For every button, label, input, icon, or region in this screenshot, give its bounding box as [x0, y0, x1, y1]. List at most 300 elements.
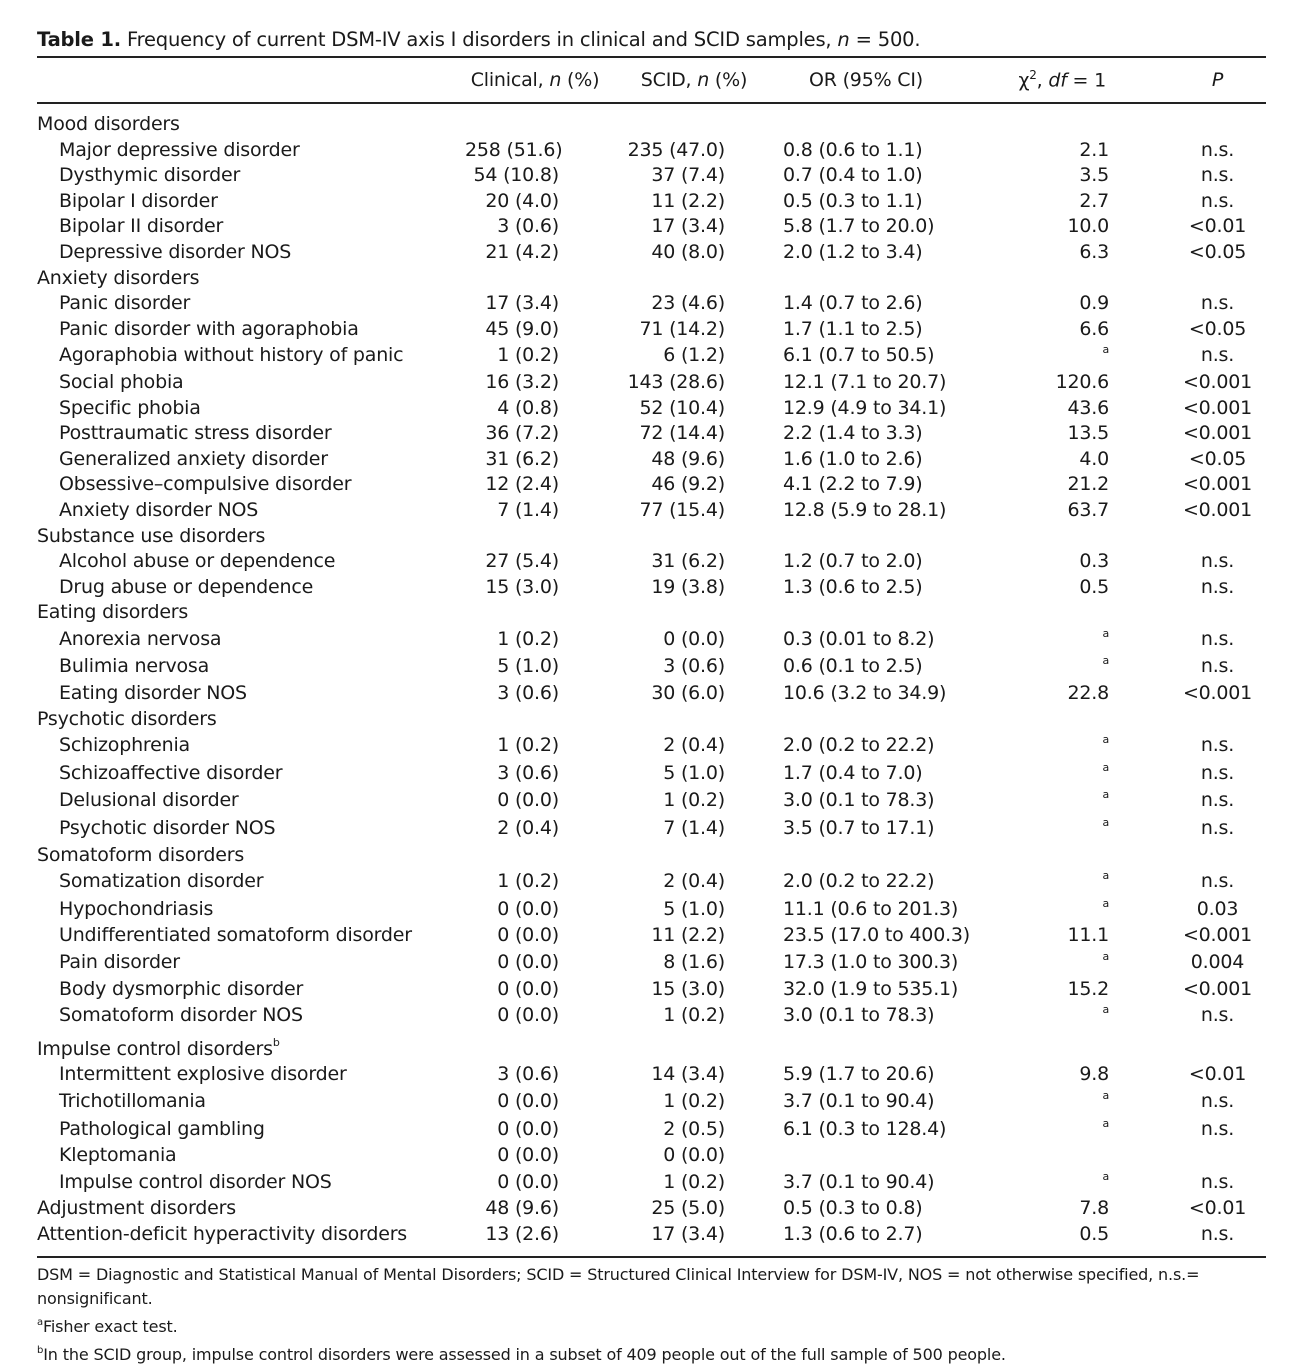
chi-square-value [1009, 1002, 1169, 1030]
clinical-value: 0 (0.0) [497, 951, 559, 973]
scid-value: 72 (14.4) [639, 422, 725, 445]
odds-ratio-value: 11.1 (0.6 to 201.3) [783, 897, 959, 920]
scid-value: 2 (0.5) [663, 1117, 725, 1140]
clinical-value: 3 (0.6) [497, 761, 559, 784]
scid-value: 52 (10.4) [639, 396, 725, 419]
table-row [37, 1116, 1266, 1144]
clinical-value: 12 (2.4) [485, 473, 559, 496]
table-body [37, 103, 1266, 1248]
chi-square-value: 15.2 [1067, 977, 1109, 1000]
p-value: 0.03 [1196, 897, 1239, 920]
clinical-value: 54 (10.8) [473, 164, 559, 187]
chi-square-value: 7.8 [1079, 1197, 1109, 1220]
disorder-label: Adjustment disorders [37, 1197, 236, 1220]
disorder-label: Impulse control disorder NOS [59, 1170, 332, 1193]
empty-cell [1009, 707, 1169, 733]
empty-cell [1009, 266, 1169, 292]
clinical-value: 0 (0.0) [497, 897, 559, 920]
empty-cell [465, 103, 605, 138]
table-label: Table 1. [37, 28, 121, 51]
category-row [37, 600, 1266, 626]
scid-value: 11 (2.2) [651, 924, 725, 947]
fisher-footnote-mark: a [1102, 760, 1109, 774]
category-label [37, 266, 465, 292]
p-value: n.s. [1200, 1222, 1235, 1245]
p-value: <0.01 [1188, 1063, 1247, 1086]
chi-square-value [1009, 653, 1169, 681]
scid-value: 48 (9.6) [651, 447, 725, 470]
scid-value: 77 (15.4) [639, 498, 725, 521]
odds-ratio-value: 1.2 (0.7 to 2.0) [783, 550, 923, 573]
disorder-label: Specific phobia [59, 396, 201, 419]
disorder-label: Schizophrenia [59, 734, 190, 757]
clinical-value: 1 (0.2) [497, 870, 559, 893]
category-label [37, 600, 465, 626]
odds-ratio-value: 1.3 (0.6 to 2.5) [783, 575, 923, 598]
table-row [37, 1196, 1266, 1222]
chi-square-value [1009, 1116, 1169, 1144]
disorder-label: Psychotic disorder NOS [59, 817, 276, 840]
empty-cell [605, 1030, 783, 1063]
category-label-text: Anxiety disorders [37, 266, 200, 289]
scid-value: 2 (0.4) [663, 870, 725, 893]
chi-square-value [1009, 626, 1169, 654]
p-value: n.s. [1200, 164, 1235, 187]
odds-ratio-value: 10.6 (3.2 to 34.9) [783, 682, 947, 705]
p-value: n.s. [1200, 1170, 1235, 1193]
empty-cell [783, 103, 1009, 138]
chi-square-value: 22.8 [1067, 682, 1109, 705]
clinical-value: 3 (0.6) [497, 682, 559, 705]
odds-ratio-value: 23.5 (17.0 to 400.3) [783, 924, 971, 947]
disorder-label: Pathological gambling [59, 1117, 265, 1140]
category-row [37, 843, 1266, 869]
odds-ratio-value: 32.0 (1.9 to 535.1) [783, 977, 959, 1000]
header-chi-comma: , [1036, 69, 1043, 92]
footnote-a-text: Fisher exact test. [42, 1316, 178, 1336]
footnote-a [37, 1311, 1266, 1339]
header-scid-suffix: (%) [714, 69, 748, 91]
category-label-text: Mood disorders [37, 113, 180, 135]
odds-ratio-value: 3.5 (0.7 to 17.1) [783, 817, 935, 840]
fisher-footnote-mark: a [1102, 343, 1109, 357]
footnote-a-mark: a [37, 1316, 43, 1328]
fisher-footnote-mark: a [1102, 869, 1109, 883]
odds-ratio-value: 17.3 (1.0 to 300.3) [783, 951, 959, 973]
category-label [37, 843, 465, 869]
clinical-value: 0 (0.0) [497, 1117, 559, 1140]
chi-square-value: 0.9 [1079, 292, 1109, 315]
clinical-value: 0 (0.0) [497, 789, 559, 812]
empty-cell [1169, 103, 1266, 138]
caption-n-value: = 500. [855, 28, 921, 51]
chi-square-value [1009, 787, 1169, 815]
odds-ratio-value: 0.8 (0.6 to 1.1) [783, 138, 923, 161]
table-row [37, 1088, 1266, 1116]
header-scid [605, 57, 783, 103]
fisher-footnote-mark: a [1102, 733, 1109, 747]
odds-ratio-value: 12.9 (4.9 to 34.1) [783, 396, 947, 419]
disorders-table [37, 56, 1266, 1248]
header-row [37, 57, 1266, 103]
chi-square-value: 3.5 [1079, 164, 1109, 187]
footnote-b-mark: b [37, 1344, 44, 1356]
category-row [37, 266, 1266, 292]
table-row [37, 681, 1266, 707]
odds-ratio-value: 0.6 (0.1 to 2.5) [783, 655, 923, 678]
odds-ratio-value: 6.1 (0.7 to 50.5) [783, 344, 935, 367]
empty-cell [605, 103, 783, 138]
empty-cell [1009, 103, 1169, 138]
empty-cell [465, 524, 605, 550]
table-row [37, 291, 1266, 317]
header-chi-df: df [1048, 69, 1067, 92]
empty-cell [1169, 266, 1266, 292]
odds-ratio-value: 1.7 (0.4 to 7.0) [783, 761, 923, 784]
footnote-b-marker: b [272, 1035, 280, 1049]
empty-cell [1009, 1030, 1169, 1063]
empty-cell [605, 600, 783, 626]
chi-square-value: 0.3 [1079, 550, 1109, 573]
odds-ratio-value: 0.5 (0.3 to 1.1) [783, 189, 923, 212]
empty-cell [783, 1030, 1009, 1063]
p-value: <0.001 [1182, 422, 1253, 445]
header-p-label: P [1211, 69, 1224, 91]
scid-value: 15 (3.0) [651, 977, 725, 1000]
header-clinical-n: n [549, 69, 562, 91]
odds-ratio-value: 12.8 (5.9 to 28.1) [783, 498, 947, 521]
p-value: <0.05 [1188, 240, 1247, 263]
chi-square-value [1009, 342, 1169, 370]
table-row [37, 1143, 1266, 1169]
p-value: 0.004 [1190, 951, 1245, 973]
odds-ratio-value: 6.1 (0.3 to 128.4) [783, 1117, 947, 1140]
scid-value: 1 (0.2) [663, 1170, 725, 1193]
clinical-value: 0 (0.0) [497, 1004, 559, 1027]
footnote-b [37, 1339, 1266, 1367]
table-caption [37, 26, 1266, 56]
empty-cell [1009, 843, 1169, 869]
clinical-value: 31 (6.2) [485, 447, 559, 470]
table-row [37, 923, 1266, 949]
empty-cell [1169, 707, 1266, 733]
scid-value: 11 (2.2) [651, 189, 725, 212]
category-label-text: Substance use disorders [37, 524, 266, 547]
fisher-footnote-mark: a [1102, 1088, 1109, 1102]
chi-square-value: 21.2 [1067, 473, 1109, 496]
clinical-value: 17 (3.4) [485, 292, 559, 315]
scid-value: 5 (1.0) [663, 897, 725, 920]
clinical-value: 16 (3.2) [485, 370, 559, 393]
odds-ratio-value: 0.5 (0.3 to 0.8) [783, 1197, 923, 1220]
disorder-label: Panic disorder [59, 292, 191, 315]
disorder-label: Major depressive disorder [59, 138, 300, 161]
table-row [37, 760, 1266, 788]
odds-ratio-value: 12.1 (7.1 to 20.7) [783, 370, 947, 393]
clinical-value: 4 (0.8) [497, 396, 559, 419]
category-row [37, 524, 1266, 550]
table-row [37, 396, 1266, 422]
scid-value: 71 (14.2) [639, 317, 725, 340]
p-value: n.s. [1200, 575, 1235, 598]
category-label [37, 524, 465, 550]
table-row [37, 342, 1266, 370]
scid-value: 46 (9.2) [651, 473, 725, 496]
chi-square-value: 4.0 [1079, 447, 1109, 470]
clinical-value: 0 (0.0) [497, 1089, 559, 1112]
chi-square-value [1009, 732, 1169, 760]
disorder-label: Hypochondriasis [59, 897, 214, 920]
clinical-value: 0 (0.0) [497, 977, 559, 1000]
scid-value: 143 (28.6) [627, 370, 725, 393]
clinical-value: 5 (1.0) [497, 655, 559, 678]
fisher-footnote-mark: a [1102, 654, 1109, 668]
disorder-label: Intermittent explosive disorder [59, 1063, 347, 1086]
empty-cell [783, 707, 1009, 733]
fisher-footnote-mark: a [1102, 896, 1109, 910]
table-row [37, 732, 1266, 760]
p-value: <0.01 [1188, 1197, 1247, 1220]
empty-cell [465, 843, 605, 869]
chi-square-value: 0.5 [1079, 1222, 1109, 1245]
empty-cell [465, 600, 605, 626]
clinical-value: 3 (0.6) [497, 215, 559, 238]
category-label-text: Somatoform disorders [37, 843, 245, 866]
table-row [37, 1222, 1266, 1248]
clinical-value: 3 (0.6) [497, 1063, 559, 1086]
header-clinical [465, 57, 605, 103]
disorder-label: Somatoform disorder NOS [59, 1004, 303, 1027]
abbreviations-note: DSM = Diagnostic and Statistical Manual of Mental Disorders; SCID = Structured Clinical Interview for DSM-IV, NOS = not otherwise specified, n.s.= nonsignificant. [37, 1264, 1200, 1308]
header-chi-square [1009, 57, 1169, 103]
chi-square-value: 13.5 [1067, 422, 1109, 445]
empty-cell [783, 843, 1009, 869]
table-row [37, 370, 1266, 396]
odds-ratio-value: 1.7 (1.1 to 2.5) [783, 317, 923, 340]
header-scid-n: n [697, 69, 710, 91]
table-row [37, 138, 1266, 164]
table-row [37, 1002, 1266, 1030]
p-value: n.s. [1200, 1117, 1235, 1140]
p-value: <0.001 [1182, 924, 1253, 947]
category-row [37, 707, 1266, 733]
table-row [37, 949, 1266, 977]
odds-ratio-value: 2.0 (0.2 to 22.2) [783, 734, 935, 757]
odds-ratio-value: 3.7 (0.1 to 90.4) [783, 1170, 935, 1193]
table-row [37, 549, 1266, 575]
category-label-text: Psychotic disorders [37, 707, 217, 730]
empty-cell [1009, 600, 1169, 626]
caption-n-symbol: n [837, 28, 850, 51]
odds-ratio-value [783, 1143, 1009, 1169]
p-value: n.s. [1200, 344, 1235, 367]
p-value: <0.001 [1182, 396, 1253, 419]
clinical-value: 1 (0.2) [497, 734, 559, 757]
chi-square-value [1009, 815, 1169, 843]
scid-value: 8 (1.6) [663, 951, 725, 973]
empty-cell [1169, 524, 1266, 550]
disorder-label: Generalized anxiety disorder [59, 447, 328, 470]
table-row [37, 787, 1266, 815]
disorder-label: Depressive disorder NOS [59, 240, 292, 263]
odds-ratio-value: 1.3 (0.6 to 2.7) [783, 1222, 923, 1245]
disorder-label: Delusional disorder [59, 789, 239, 812]
table-row [37, 421, 1266, 447]
scid-value: 3 (0.6) [663, 655, 725, 678]
disorder-label: Undifferentiated somatoform disorder [59, 924, 412, 947]
chi-square-value [1009, 868, 1169, 896]
fisher-footnote-mark: a [1102, 1003, 1109, 1017]
fisher-footnote-mark: a [1102, 788, 1109, 802]
header-or: OR (95% CI) [809, 69, 923, 91]
header-chi-symbol: χ [1018, 69, 1030, 92]
header-scid-prefix: SCID, [640, 69, 692, 91]
category-label [37, 1030, 465, 1063]
scid-value: 25 (5.0) [651, 1197, 725, 1220]
p-value: <0.05 [1188, 317, 1247, 340]
odds-ratio-value: 0.3 (0.01 to 8.2) [783, 627, 935, 650]
p-value: <0.05 [1188, 447, 1247, 470]
caption-text: Frequency of current DSM-IV axis I disorders in clinical and SCID samples, [126, 28, 832, 51]
odds-ratio-value: 2.2 (1.4 to 3.3) [783, 422, 923, 445]
disorder-label: Pain disorder [59, 951, 180, 973]
p-value: n.s. [1200, 870, 1235, 893]
scid-value: 30 (6.0) [651, 682, 725, 705]
empty-cell [1009, 524, 1169, 550]
scid-value: 1 (0.2) [663, 1004, 725, 1027]
category-label [37, 103, 465, 138]
header-chi-eq: = 1 [1072, 69, 1106, 92]
category-row [37, 103, 1266, 138]
chi-square-value [1009, 949, 1169, 977]
empty-cell [783, 600, 1009, 626]
chi-square-value: 10.0 [1067, 215, 1109, 238]
chi-square-value: 63.7 [1067, 498, 1109, 521]
disorder-label: Dysthymic disorder [59, 164, 241, 187]
chi-square-value: 6.6 [1079, 317, 1109, 340]
chi-square-value: 2.1 [1079, 138, 1109, 161]
chi-square-value [1009, 1088, 1169, 1116]
clinical-value: 36 (7.2) [485, 422, 559, 445]
disorder-label: Attention-deficit hyperactivity disorders [37, 1222, 408, 1245]
chi-square-value: 120.6 [1055, 370, 1109, 393]
table-row [37, 1169, 1266, 1197]
clinical-value: 1 (0.2) [497, 627, 559, 650]
disorder-label: Trichotillomania [59, 1089, 206, 1112]
table-row [37, 626, 1266, 654]
header-p [1169, 57, 1266, 103]
table-row [37, 317, 1266, 343]
clinical-value: 21 (4.2) [485, 240, 559, 263]
scid-value: 0 (0.0) [663, 1144, 725, 1167]
chi-square-value [1009, 1143, 1169, 1169]
scid-value: 1 (0.2) [663, 789, 725, 812]
empty-cell [783, 524, 1009, 550]
p-value: n.s. [1200, 761, 1235, 784]
p-value: <0.001 [1182, 977, 1253, 1000]
empty-cell [605, 843, 783, 869]
table-row [37, 575, 1266, 601]
scid-value: 17 (3.4) [651, 1222, 725, 1245]
empty-cell [605, 524, 783, 550]
scid-value: 37 (7.4) [651, 164, 725, 187]
table-row [37, 1062, 1266, 1088]
category-row [37, 1030, 1266, 1063]
p-value: <0.001 [1182, 682, 1253, 705]
p-value: <0.001 [1182, 370, 1253, 393]
odds-ratio-value: 3.0 (0.1 to 78.3) [783, 789, 935, 812]
chi-square-value [1009, 1169, 1169, 1197]
chi-square-value: 43.6 [1067, 396, 1109, 419]
table-row [37, 815, 1266, 843]
fisher-footnote-mark: a [1102, 950, 1109, 963]
disorder-label: Schizoaffective disorder [59, 761, 283, 784]
disorder-label: Somatization disorder [59, 870, 264, 893]
chi-square-value: 9.8 [1079, 1063, 1109, 1086]
empty-cell [465, 266, 605, 292]
table-row [37, 163, 1266, 189]
p-value: n.s. [1200, 1004, 1235, 1027]
scid-value: 2 (0.4) [663, 734, 725, 757]
fisher-footnote-mark: a [1102, 1116, 1109, 1130]
p-value: n.s. [1200, 817, 1235, 840]
disorder-label: Anorexia nervosa [59, 627, 222, 650]
odds-ratio-value: 3.7 (0.1 to 90.4) [783, 1089, 935, 1112]
scid-value: 23 (4.6) [651, 292, 725, 315]
odds-ratio-value: 1.6 (1.0 to 2.6) [783, 447, 923, 470]
scid-value: 19 (3.8) [651, 575, 725, 598]
clinical-value: 45 (9.0) [485, 317, 559, 340]
disorder-label: Alcohol abuse or dependence [59, 550, 336, 573]
empty-cell [465, 1030, 605, 1063]
disorder-label: Bipolar I disorder [59, 189, 218, 212]
scid-value: 0 (0.0) [663, 627, 725, 650]
table-row [37, 189, 1266, 215]
scid-value: 14 (3.4) [651, 1063, 725, 1086]
fisher-footnote-mark: a [1102, 626, 1109, 640]
odds-ratio-value: 1.4 (0.7 to 2.6) [783, 292, 923, 315]
header-chi-sup: 2 [1029, 68, 1037, 83]
odds-ratio-value: 5.9 (1.7 to 20.6) [783, 1063, 935, 1086]
odds-ratio-value: 2.0 (1.2 to 3.4) [783, 240, 923, 263]
chi-square-value: 11.1 [1067, 924, 1109, 947]
scid-value: 5 (1.0) [663, 761, 725, 784]
table-row [37, 977, 1266, 1003]
empty-cell [605, 266, 783, 292]
clinical-value: 1 (0.2) [497, 344, 559, 367]
clinical-value: 258 (51.6) [465, 138, 563, 161]
disorder-label: Posttraumatic stress disorder [59, 422, 332, 445]
table-notes [37, 1258, 1266, 1367]
clinical-value: 15 (3.0) [485, 575, 559, 598]
category-label [37, 707, 465, 733]
chi-square-value: 2.7 [1079, 189, 1109, 212]
p-value: n.s. [1200, 550, 1235, 573]
empty-cell [1169, 1030, 1266, 1063]
scid-value: 6 (1.2) [663, 344, 725, 367]
empty-cell [465, 707, 605, 733]
header-clinical-prefix: Clinical, [470, 69, 544, 91]
p-value: n.s. [1200, 138, 1235, 161]
footnote-b-text: In the SCID group, impulse control disorders were assessed in a subset of 409 people out of the full sample of 500 people. [43, 1344, 1006, 1364]
p-value: <0.001 [1182, 473, 1253, 496]
fisher-footnote-mark: a [1102, 1169, 1109, 1183]
disorder-label: Kleptomania [59, 1144, 177, 1167]
empty-cell [783, 266, 1009, 292]
disorder-label: Drug abuse or dependence [59, 575, 314, 598]
table-row [37, 868, 1266, 896]
table-row [37, 498, 1266, 524]
